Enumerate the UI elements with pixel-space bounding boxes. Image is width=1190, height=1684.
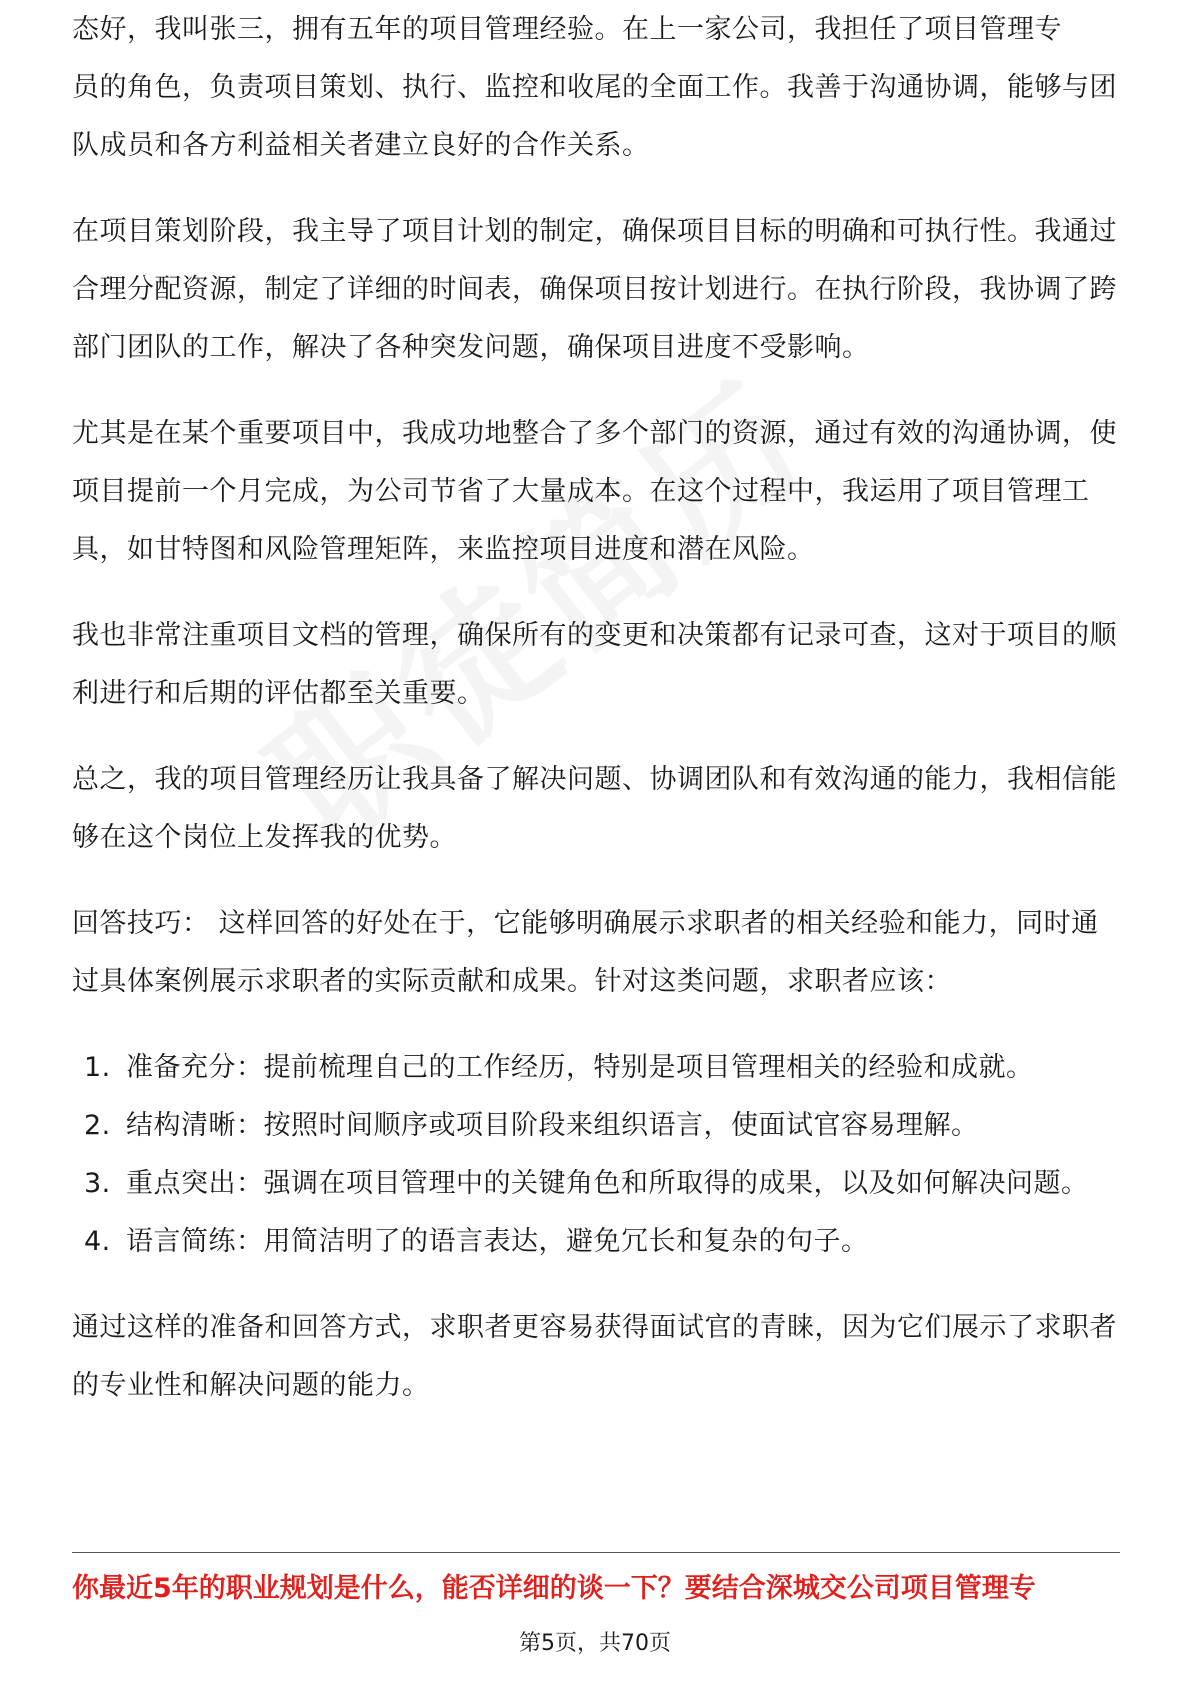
paragraph-key-project: 尤其是在某个重要项目中，我成功地整合了多个部门的资源，通过有效的沟通协调，使项目提前一个月完成，为公司节省了大量成本。在这个过程中，我运用了项目管理工具，如甘特图和风险管理矩阵，来监控项目进度和潜在风险。: [72, 418, 1117, 565]
partial-top-line-text: 态好，我叫张三，拥有五年的项目管理经验。在上一家公司，我担任了项目管理专: [72, 14, 1062, 45]
tips-list: [72, 1039, 1120, 1271]
paragraph-intro: 员的角色，负责项目策划、执行、监控和收尾的全面工作。我善于沟通协调，能够与团队成员和各方利益相关者建立良好的合作关系。: [72, 72, 1117, 161]
paragraph-answer-tips: 回答技巧： 这样回答的好处在于，它能够明确展示求职者的相关经验和能力，同时通过具体案例展示求职者的实际贡献和成果。针对这类问题，求职者应该：: [72, 908, 1099, 997]
list-item-number: 1.: [84, 1052, 111, 1083]
next-question-heading: 你最近5年的职业规划是什么，能否详细的谈一下？要结合深城交公司项目管理专: [72, 1573, 1036, 1604]
list-item-text: 准备充分：提前梳理自己的工作经历，特别是项目管理相关的经验和成就。: [126, 1052, 1034, 1083]
paragraph-documentation: 我也非常注重项目文档的管理，确保所有的变更和决策都有记录可查，这对于项目的顺利进行和后期的评估都至关重要。: [72, 620, 1117, 709]
list-item: [72, 1155, 1120, 1213]
list-item-text: 重点突出：强调在项目管理中的关键角色和所取得的成果，以及如何解决问题。: [126, 1168, 1089, 1199]
document-body: [72, 14, 1120, 1443]
paragraph-closing: 通过这样的准备和回答方式，求职者更容易获得面试官的青睐，因为它们展示了求职者的专业性和解决问题的能力。: [72, 1312, 1117, 1401]
list-item-text: 结构清晰：按照时间顺序或项目阶段来组织语言，使面试官容易理解。: [126, 1110, 979, 1141]
section-divider: [72, 1552, 1120, 1553]
list-item-number: 2.: [84, 1110, 111, 1141]
partial-top-line: [72, 14, 1120, 59]
paragraph-summary: 总之，我的项目管理经历让我具备了解决问题、协调团队和有效沟通的能力，我相信能够在这个岗位上发挥我的优势。: [72, 764, 1117, 853]
paragraph-planning: 在项目策划阶段，我主导了项目计划的制定，确保项目目标的明确和可执行性。我通过合理分配资源，制定了详细的时间表，确保项目按计划进行。在执行阶段，我协调了跨部门团队的工作，解决了各种突发问题，确保项目进度不受影响。: [72, 216, 1117, 363]
list-item: [72, 1097, 1120, 1155]
list-item: [72, 1039, 1120, 1097]
page-number: 第5页，共70页: [519, 1631, 671, 1656]
list-item-number: 3.: [84, 1168, 111, 1199]
list-item: [72, 1213, 1120, 1271]
list-item-number: 4.: [84, 1226, 111, 1257]
list-item-text: 语言简练：用简洁明了的语言表达，避免冗长和复杂的句子。: [126, 1226, 869, 1257]
